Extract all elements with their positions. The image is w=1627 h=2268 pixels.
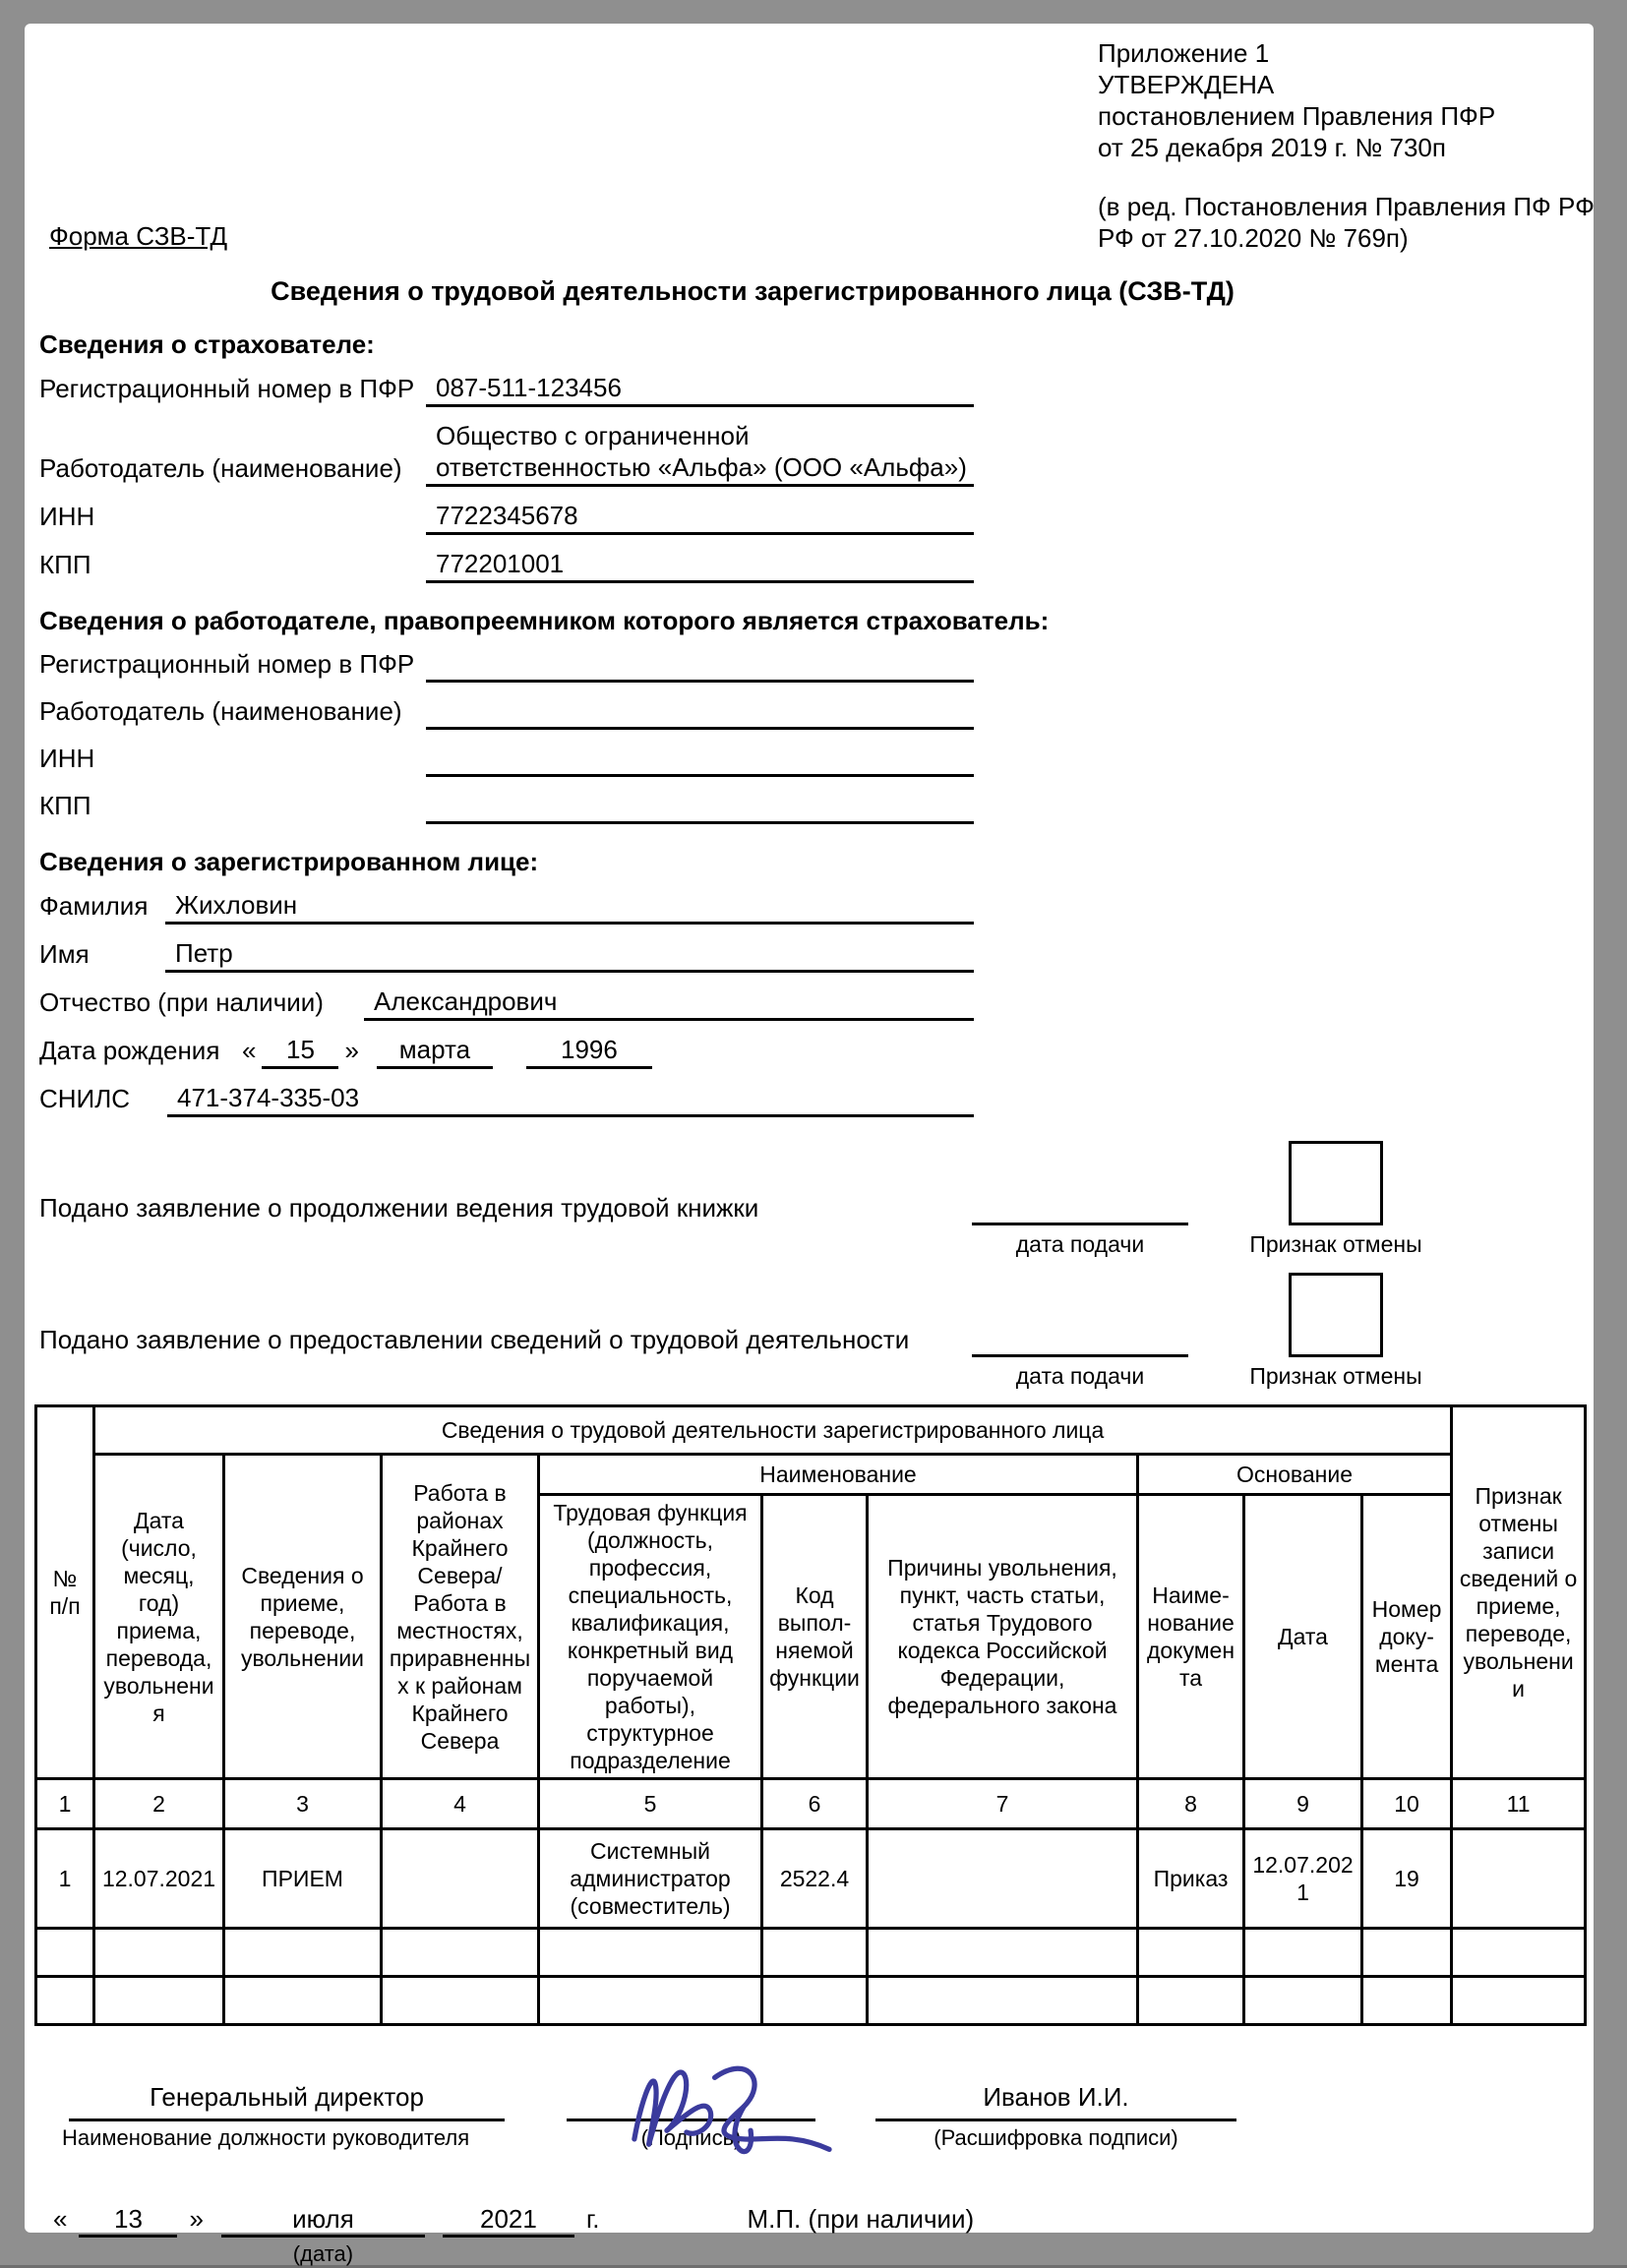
director-position-value: Генеральный директор: [69, 2081, 505, 2121]
predecessor-heading: Сведения о работодателе, правопреемником которого является страхователь:: [39, 606, 1050, 635]
field-label: СНИЛС: [39, 1084, 131, 1113]
predecessor-kpp-field[interactable]: [426, 792, 974, 824]
cell-north-work: [382, 1829, 539, 1929]
statement-date-block: [972, 1189, 1188, 1259]
field-row-inn: [39, 500, 1594, 535]
work-activity-table: [34, 1404, 1587, 2026]
field-row-kpp-2: [39, 790, 1594, 824]
director-position-caption: Наименование должности руководителя: [62, 2125, 470, 2150]
signature-line[interactable]: [567, 2081, 815, 2121]
appendix-line: постановлением Правления ПФР: [1098, 101, 1496, 131]
birth-month-field[interactable]: марта: [377, 1034, 493, 1069]
field-label: КПП: [39, 791, 91, 820]
director-position-block: [62, 2081, 505, 2152]
col-header-cancel-flag: Признак отмены записи сведений о приеме, переводе, увольнении: [1452, 1406, 1586, 1779]
appendix-line: Приложение 1: [1098, 38, 1270, 68]
stamp-note: М.П. (при наличии): [747, 2204, 975, 2234]
doc-month-field[interactable]: июля: [221, 2203, 425, 2238]
col-index: 2: [94, 1779, 224, 1829]
field-row-reg-number: [39, 372, 1594, 407]
field-label: Имя: [39, 939, 90, 969]
table-row: [36, 1977, 1586, 2025]
col-header-function-code: Код выпол-няемой функции: [762, 1495, 868, 1779]
cell-date: 12.07.2021: [94, 1829, 224, 1929]
col-index: 3: [224, 1779, 382, 1829]
field-label: Регистрационный номер в ПФР: [39, 649, 415, 679]
employer-name-field[interactable]: Общество с ограниченной ответственностью «Альфа» (ООО «Альфа»): [426, 420, 974, 487]
birth-day-field[interactable]: 15: [262, 1034, 338, 1069]
predecessor-employer-field[interactable]: [426, 697, 974, 730]
statement-row-work-activity: [39, 1273, 1594, 1391]
field-row-surname: [39, 889, 1594, 925]
field-row-employer-2: [39, 695, 1594, 730]
cancel-caption: Признак отмены: [1249, 1231, 1422, 1257]
col-index: 9: [1244, 1779, 1362, 1829]
statement-cancel-block: [1242, 1141, 1429, 1259]
signature-caption: (Подпись): [640, 2125, 742, 2150]
field-row-employer: [39, 420, 1594, 487]
cell-cancel-flag: [1452, 1829, 1586, 1929]
submission-date-field[interactable]: [972, 1321, 1188, 1357]
close-quote: »: [344, 1036, 359, 1065]
revision-line: (в ред. Постановления Правления ПФ РФ: [1098, 192, 1595, 221]
col-index: 4: [382, 1779, 539, 1829]
field-label: Фамилия: [39, 891, 149, 921]
cell-dismissal-reason: [868, 1829, 1138, 1929]
submission-date-caption: дата подачи: [1015, 1231, 1145, 1257]
doc-year-field[interactable]: 2021: [443, 2203, 574, 2238]
field-row-reg-number-2: [39, 648, 1594, 683]
field-label: Работодатель (наименование): [39, 696, 402, 726]
field-row-snils: [39, 1082, 1594, 1117]
insurer-heading: Сведения о страхователе:: [39, 329, 375, 359]
kpp-field[interactable]: 772201001: [426, 548, 974, 583]
col-header-document-number: Номер доку-мента: [1362, 1495, 1452, 1779]
table-span-header: Сведения о трудовой деятельности зарегистрированного лица: [94, 1406, 1452, 1455]
field-label: Регистрационный номер в ПФР: [39, 374, 415, 403]
cancel-caption: Признак отмены: [1249, 1363, 1422, 1389]
birth-year-field[interactable]: 1996: [526, 1034, 652, 1069]
open-quote: «: [242, 1036, 257, 1065]
cell-event: ПРИЕМ: [224, 1829, 382, 1929]
field-row-name: [39, 937, 1594, 973]
predecessor-inn-field[interactable]: [426, 745, 974, 777]
cell-document-number: 19: [1362, 1829, 1452, 1929]
document-date-row: [47, 2203, 1594, 2268]
appendix-line: УТВЕРЖДЕНА: [1098, 70, 1275, 99]
col-index: 10: [1362, 1779, 1452, 1829]
form-label: Форма СЗВ-ТД: [49, 221, 228, 251]
predecessor-reg-number-field[interactable]: [426, 650, 974, 683]
submission-date-caption: дата подачи: [1015, 1363, 1145, 1389]
col-header-number: № п/п: [36, 1406, 94, 1779]
column-number-row: [36, 1779, 1586, 1829]
approval-block: [1098, 37, 1595, 254]
birth-date-label: Дата рождения: [39, 1036, 220, 1065]
cancel-checkbox[interactable]: [1289, 1273, 1383, 1357]
cell-function-code: 2522.4: [762, 1829, 868, 1929]
col-header-date: Дата (число, месяц, год) приема, перевода, увольнения: [94, 1455, 224, 1779]
date-caption: (дата): [292, 2241, 354, 2266]
col-index: 6: [762, 1779, 868, 1829]
col-header-dismissal-reason: Причины увольнения, пункт, часть статьи, статья Трудового кодекса Российской Федерации, федерального закона: [868, 1495, 1138, 1779]
page-title: Сведения о трудовой деятельности зарегистрированного лица (СЗВ-ТД): [271, 276, 1235, 306]
col-index: 1: [36, 1779, 94, 1829]
name-field[interactable]: Петр: [165, 937, 974, 973]
statement-label: Подано заявление о предоставлении сведений о трудовой деятельности: [39, 1325, 910, 1354]
col-index: 11: [1452, 1779, 1586, 1829]
signature-block: [567, 2081, 815, 2152]
submission-date-field[interactable]: [972, 1189, 1188, 1225]
col-header-document-name: Наиме-нование документа: [1138, 1495, 1244, 1779]
close-quote: »: [189, 2204, 204, 2234]
col-index: 5: [539, 1779, 762, 1829]
table-row: [36, 1929, 1586, 1977]
statement-date-block: [972, 1321, 1188, 1391]
col-index: 8: [1138, 1779, 1244, 1829]
cell-job-function: Системный администратор (совместитель): [539, 1829, 762, 1929]
col-header-north-work: Работа в районах Крайнего Севера/Работа в местностях, приравненных к районам Крайнего Севера: [382, 1455, 539, 1779]
reg-number-field[interactable]: 087-511-123456: [426, 372, 974, 407]
field-row-inn-2: [39, 743, 1594, 777]
open-quote: «: [53, 2204, 68, 2234]
field-label: ИНН: [39, 502, 95, 531]
doc-day-field[interactable]: 13: [79, 2203, 177, 2238]
field-row-patronymic: [39, 985, 1594, 1021]
field-row-kpp: [39, 548, 1594, 583]
cancel-checkbox[interactable]: [1289, 1141, 1383, 1225]
page-header: [39, 37, 1594, 254]
surname-field[interactable]: Жихловин: [165, 889, 974, 925]
signature-section: [39, 2081, 1594, 2152]
col-index: 7: [868, 1779, 1138, 1829]
table-row: [36, 1829, 1586, 1929]
field-label: Работодатель (наименование): [39, 453, 402, 483]
statement-label: Подано заявление о продолжении ведения трудовой книжки: [39, 1193, 759, 1223]
signature-name-caption: (Расшифровка подписи): [934, 2125, 1178, 2150]
statement-row-workbook: [39, 1141, 1594, 1259]
inn-field[interactable]: 7722345678: [426, 500, 974, 535]
doc-month-block: [210, 2203, 425, 2268]
birth-date-row: [39, 1034, 1594, 1069]
signature-name-block: [875, 2081, 1236, 2152]
cell-number: 1: [36, 1829, 94, 1929]
field-label: КПП: [39, 550, 91, 579]
field-label: Отчество (при наличии): [39, 987, 324, 1017]
person-heading: Сведения о зарегистрированном лице:: [39, 847, 539, 876]
col-header-event: Сведения о приеме, переводе, увольнении: [224, 1455, 382, 1779]
cell-document-name: Приказ: [1138, 1829, 1244, 1929]
col-header-document-date: Дата: [1244, 1495, 1362, 1779]
patronymic-field[interactable]: Александрович: [364, 985, 974, 1021]
group-header-basis: Основание: [1138, 1455, 1452, 1495]
col-header-job-function: Трудовая функция (должность, профессия, специальность, квалификация, конкретный вид поручаемой работы), структурное подразделение: [539, 1495, 762, 1779]
appendix-line: от 25 декабря 2019 г. № 730п: [1098, 133, 1446, 162]
szv-td-form-page: [25, 24, 1595, 2266]
snils-field[interactable]: 471-374-335-03: [167, 1082, 974, 1117]
year-suffix: г.: [585, 2204, 600, 2234]
signature-name-value: Иванов И.И.: [875, 2081, 1236, 2121]
group-header-name: Наименование: [539, 1455, 1138, 1495]
field-label: ИНН: [39, 744, 95, 773]
statement-cancel-block: [1242, 1273, 1429, 1391]
revision-line: РФ от 27.10.2020 № 769п): [1098, 223, 1409, 253]
cell-document-date: 12.07.2021: [1244, 1829, 1362, 1929]
